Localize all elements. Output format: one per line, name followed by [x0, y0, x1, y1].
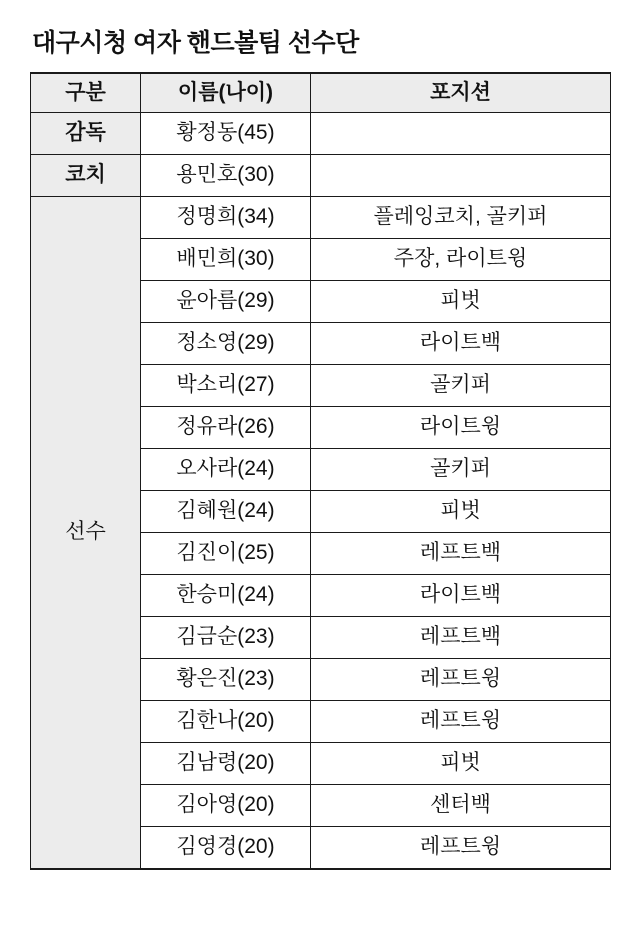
table-row [31, 113, 611, 155]
position-cell: 피벗 [311, 281, 611, 323]
name-cell: 황은진(23) [141, 659, 311, 701]
position-cell: 라이트백 [311, 323, 611, 365]
column-header-group: 구분 [31, 73, 141, 113]
name-cell: 김남령(20) [141, 743, 311, 785]
name-cell: 김영경(20) [141, 827, 311, 870]
table-row [31, 155, 611, 197]
name-cell: 배민희(30) [141, 239, 311, 281]
name-cell: 윤아름(29) [141, 281, 311, 323]
position-cell: 골키퍼 [311, 449, 611, 491]
position-cell: 피벗 [311, 743, 611, 785]
position-cell: 레프트백 [311, 617, 611, 659]
name-cell: 오사라(24) [141, 449, 311, 491]
name-cell: 정유라(26) [141, 407, 311, 449]
name-cell: 황정동(45) [141, 113, 311, 155]
position-cell: 플레잉코치, 골키퍼 [311, 197, 611, 239]
position-cell: 레프트윙 [311, 701, 611, 743]
name-cell: 김진이(25) [141, 533, 311, 575]
position-cell: 센터백 [311, 785, 611, 827]
table-row [31, 197, 611, 239]
group-cell-coach: 코치 [31, 155, 141, 197]
page-title: 대구시청 여자 핸드볼팀 선수단 [32, 29, 359, 57]
table-header [31, 73, 611, 113]
position-cell: 피벗 [311, 491, 611, 533]
name-cell: 김금순(23) [141, 617, 311, 659]
group-cell-head-coach: 감독 [31, 113, 141, 155]
column-header-position: 포지션 [311, 73, 611, 113]
position-cell: 골키퍼 [311, 365, 611, 407]
group-cell-players: 선수 [31, 197, 141, 870]
position-cell: 라이트백 [311, 575, 611, 617]
name-cell: 김아영(20) [141, 785, 311, 827]
column-header-name: 이름(나이) [141, 73, 311, 113]
position-cell: 주장, 라이트윙 [311, 239, 611, 281]
name-cell: 김혜원(24) [141, 491, 311, 533]
name-cell: 한승미(24) [141, 575, 311, 617]
name-cell: 정명희(34) [141, 197, 311, 239]
position-cell [311, 155, 611, 197]
name-cell: 용민호(30) [141, 155, 311, 197]
roster-table [30, 72, 611, 870]
name-cell: 정소영(29) [141, 323, 311, 365]
position-cell: 라이트윙 [311, 407, 611, 449]
position-cell: 레프트윙 [311, 659, 611, 701]
table-body [31, 113, 611, 870]
position-cell: 레프트윙 [311, 827, 611, 870]
name-cell: 박소리(27) [141, 365, 311, 407]
position-cell: 레프트백 [311, 533, 611, 575]
table-header-row [31, 73, 611, 113]
position-cell [311, 113, 611, 155]
name-cell: 김한나(20) [141, 701, 311, 743]
